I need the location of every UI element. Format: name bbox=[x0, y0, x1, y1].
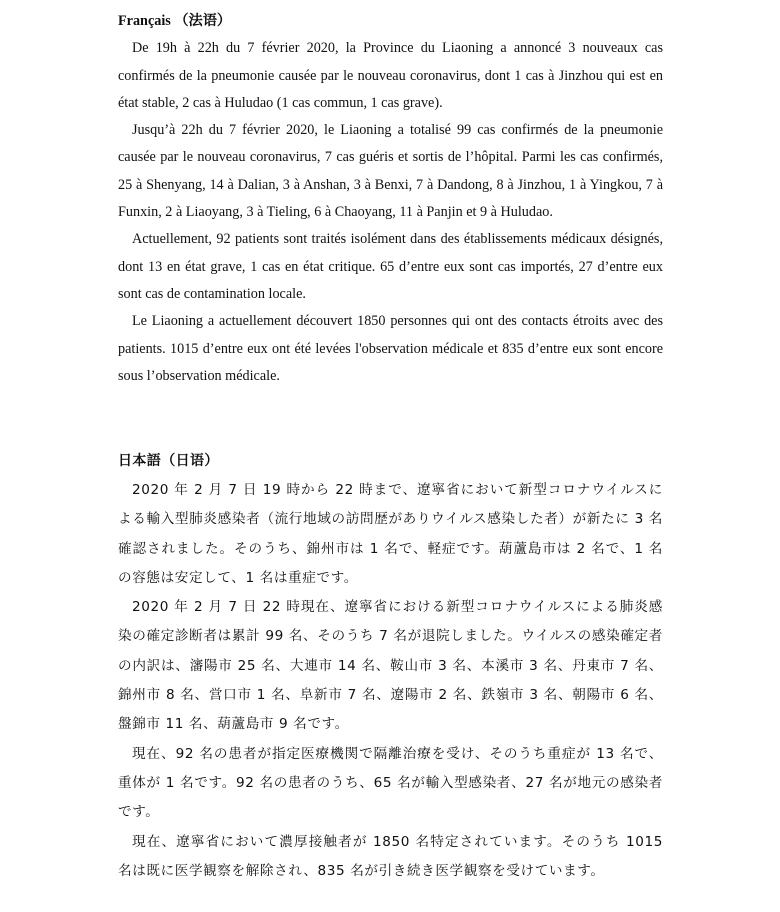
french-paragraph-2: Jusqu’à 22h du 7 février 2020, le Liaoning a totalisé 99 cas confirmés de la pneumonie causée par le nouveau coronavirus, 7 cas guéris et sortis de l’hôpital. Parmi les cas confirmés, 25 à Shenyang, 14 à Dalian, 3 à Anshan, 3 à Benxi, 7 à Dandong, 8 à Jinzhou, 1 à Yingkou, 7 à Funxin, 2 à Liaoyang, 3 à Tieling, 6 à Chaoyang, 11 à Panjin et 9 à Huludao. bbox=[118, 122, 663, 221]
japanese-paragraph-3: 現在、92 名の患者が指定医療機関で隔離治療を受け、そのうち重症が 13 名で、重体が 1 名です。92 名の患者のうち、65 名が輸入型感染者、27 名が地元の感染者です。 bbox=[118, 745, 663, 821]
japanese-section bbox=[118, 446, 663, 886]
french-paragraph-1: De 19h à 22h du 7 février 2020, la Province du Liaoning a annoncé 3 nouveaux cas confirmés de la pneumonie causée par le nouveau coronavirus, dont 1 cas à Jinzhou qui est en état stable, 2 cas à Huludao (1 cas commun, 1 cas grave). bbox=[118, 40, 663, 111]
japanese-paragraph-2: 2020 年 2 月 7 日 22 時現在、遼寧省における新型コロナウイルスによる肺炎感染の確定診断者は累計 99 名、そのうち 7 名が退院しました。ウイルスの感染確定者の内訳は、瀋陽市 25 名、大連市 14 名、鞍山市 3 名、本溪市 3 名、丹東市 7 名、錦州市 8 名、営口市 1 名、阜新市 7 名、遼陽市 2 名、鉄嶺市 3 名、朝陽市 6 名、盤錦市 11 名、葫蘆島市 9 名です。 bbox=[118, 599, 663, 733]
japanese-paragraph-1: 2020 年 2 月 7 日 19 時から 22 時まで、遼寧省において新型コロナウイルスによる輸入型肺炎感染者（流行地域の訪問歴がありウイルス感染した者）が新たに 3 名確認されました。そのうち、錦州市は 1 名で、軽症です。葫蘆島市は 2 名で、1 名の容態は安定して、1 名は重症です。 bbox=[118, 482, 663, 586]
french-section bbox=[118, 8, 663, 390]
french-paragraph-4: Le Liaoning a actuellement découvert 1850 personnes qui ont des contacts étroits avec des patients. 1015 d’entre eux ont été levées l'observation médicale et 835 d’entre eux sont encore sous l’observation médicale. bbox=[118, 313, 663, 384]
japanese-paragraph-4: 現在、遼寧省において濃厚接触者が 1850 名特定されています。そのうち 1015 名は既に医学観察を解除され、835 名が引き続き医学観察を受けています。 bbox=[118, 833, 663, 879]
french-heading: Français （法语） bbox=[118, 13, 232, 29]
french-paragraph-3: Actuellement, 92 patients sont traités isolément dans des établissements médicaux désignés, dont 13 en état grave, 1 cas en état critique. 65 d’entre eux sont cas importés, 27 d’entre eux sont cas de contamination locale. bbox=[118, 231, 663, 302]
japanese-heading: 日本語（日语） bbox=[118, 453, 219, 469]
